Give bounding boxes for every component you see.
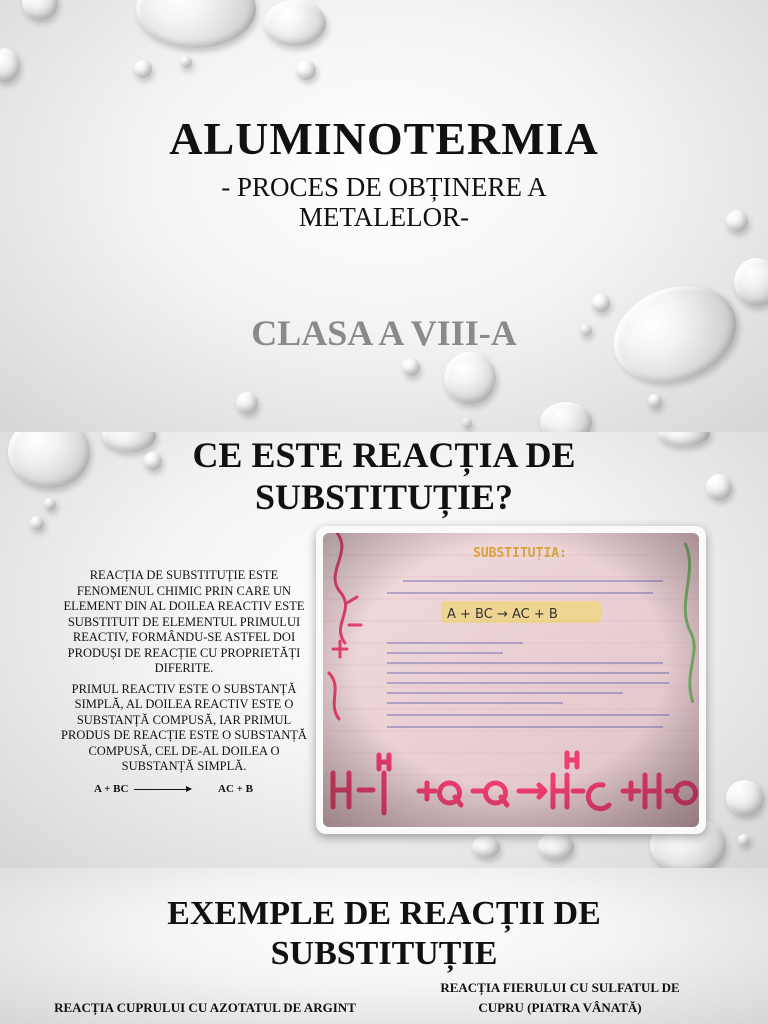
water-drop — [134, 60, 152, 78]
definition-text — [56, 568, 312, 798]
water-drop — [30, 516, 44, 530]
water-drop — [296, 60, 316, 80]
presentation-subtitle — [0, 172, 768, 232]
title-line: CE ESTE REACȚIA DE — [192, 435, 576, 475]
equation-products: AC + B — [218, 782, 253, 795]
slide-title — [150, 434, 618, 518]
reaction-arrow-icon — [134, 789, 190, 790]
title-line: SUBSTITUȚIE — [270, 935, 498, 972]
subtitle-line: METALELOR- — [298, 202, 470, 232]
water-drop — [738, 834, 750, 846]
title-line: EXEMPLE DE REACȚII DE — [167, 895, 601, 932]
water-drop — [706, 474, 732, 500]
class-label: CLASA A VIII-A — [251, 313, 517, 353]
water-drop — [538, 832, 574, 860]
example-copper-silver-nitrate: REACȚIA CUPRULUI CU AZOTATUL DE ARGINT — [54, 1000, 356, 1015]
water-drop — [44, 498, 56, 510]
title-line: SUBSTITUȚIE? — [254, 477, 514, 517]
notebook-photo — [323, 533, 699, 827]
water-drop — [402, 358, 420, 376]
example-line: CUPRU (PIATRA VÂNATĂ) — [478, 1000, 642, 1015]
example-iron-copper-sulfate — [400, 978, 720, 1018]
notebook-photo-frame — [316, 526, 706, 834]
title-slide — [0, 0, 768, 432]
presentation-title: ALUMINOTERMIA — [169, 113, 599, 164]
water-drop — [180, 56, 192, 68]
general-equation — [56, 780, 312, 798]
equation-reactants: A + BC — [94, 782, 129, 795]
water-drop — [444, 352, 496, 404]
slide-title — [120, 894, 648, 974]
water-drop — [592, 294, 610, 312]
water-drop — [648, 394, 662, 408]
water-drop — [264, 0, 326, 46]
definition-paragraph: PRIMUL REACTIV ESTE O SUBSTANȚĂ SIMPLĂ, AL DOILEA REACTIV ESTE O SUBSTANȚĂ COMPUSĂ, IAR PRIMUL PRODUS DE REACȚIE ESTE O SUBSTANȚĂ COMPUSĂ, CEL DE-AL DOILEA O SUBSTANȚĂ SIMPLĂ. — [61, 681, 307, 773]
example-line: REACȚIA FIERULUI CU SULFATUL DE — [440, 980, 680, 995]
water-drop — [236, 392, 258, 414]
subtitle-line: - PROCES DE OBȚINERE A — [221, 172, 547, 202]
definition-paragraph: REACȚIA DE SUBSTITUȚIE ESTE FENOMENUL CHIMIC PRIN CARE UN ELEMENT DIN AL DOILEA REACTIV ESTE SUBSTITUIT DE ELEMENTUL PRIMULUI REACTIV, FORMÂNDU-SE ASTFEL DOI PRODUȘI DE REACȚIE CU PROPRIETĂȚI DIFERITE. — [63, 568, 305, 675]
definition-slide — [0, 432, 768, 868]
water-drop — [462, 418, 472, 428]
examples-slide — [0, 868, 768, 1024]
water-drop — [726, 780, 764, 816]
water-drop — [472, 836, 500, 858]
